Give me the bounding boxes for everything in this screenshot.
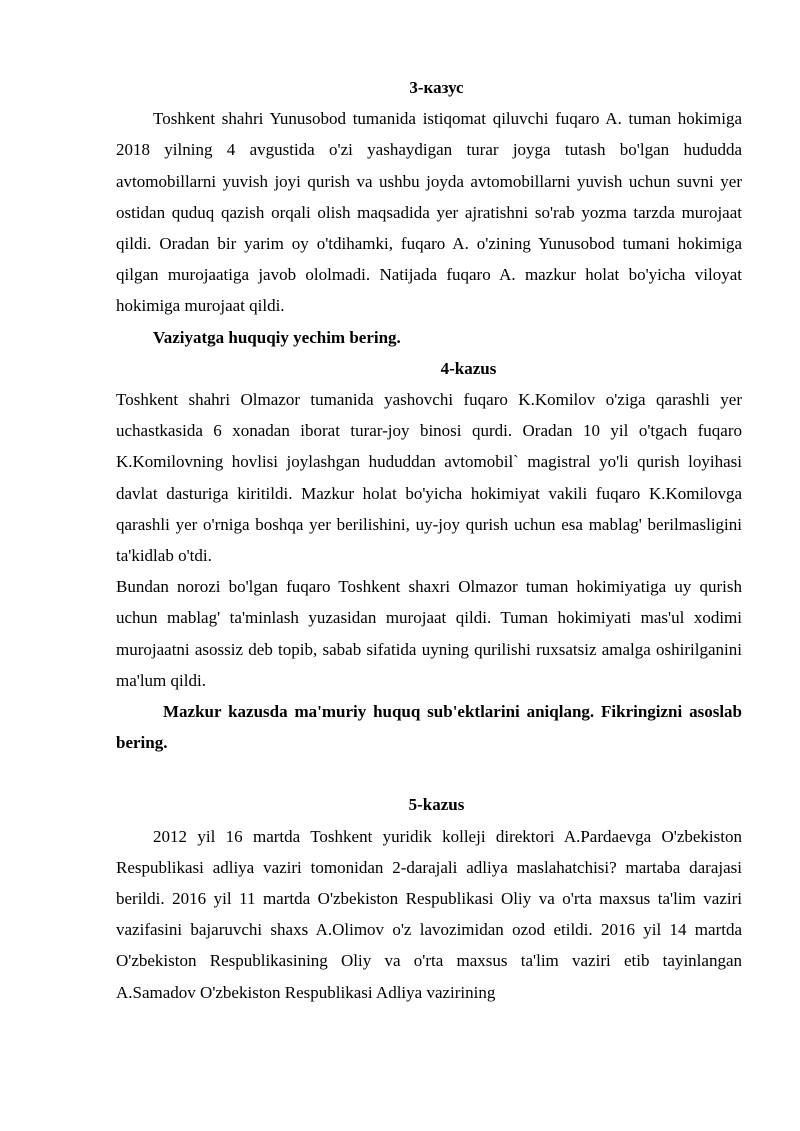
document-page (116, 72, 742, 1008)
case-4-body-1: Toshkent shahri Olmazor tumanida yashovchi fuqaro K.Komilov o'ziga qarashli yer uchastkasida 6 xonadan iborat turar-joy binosi qurdi. Oradan 10 yil o'tgach fuqaro K.Komilovning hovlisi joylashgan hududdan avtomobil` magistral yo'li qurish loyihasi davlat dasturiga kiritildi. Mazkur holat bo'yicha hokimiyat vakili fuqaro K.Komilovga qarashli yer o'rniga boshqa yer berilishini, uy-joy qurish uchun esa mablag' berilmasligini ta'kidlab o'tdi. (116, 390, 742, 566)
case-3-task: Vaziyatga huquqiy yechim bering. (153, 327, 401, 347)
case-5-title: 5-kazus (408, 795, 465, 815)
case-4-body-2: Bundan norozi bo'lgan fuqaro Toshkent shaxri Olmazor tuman hokimiyatiga uy qurish uchun mablag' ta'minlash yuzasidan murojaat qildi. Tuman hokimiyati mas'ul xodimi murojaatni asossiz deb topib, sabab sifatida uyning qurilishi ruxsatsiz amalga oshirilganini ma'lum qildi. (116, 577, 742, 690)
case-5-body: 2012 yil 16 martda Toshkent yuridik kolleji direktori A.Pardaevga O'zbekiston Respublikasi adliya vaziri tomonidan 2-darajali adliya maslahatchisi? martaba darajasi berildi. 2016 yil 11 martda O'zbekiston Respublikasi Oliy va o'rta maxsus ta'lim vaziri vazifasini bajaruvchi shaxs A.Olimov o'z lavozimidan ozod etildi. 2016 yil 14 martda O'zbekiston Respublikasining Oliy va o'rta maxsus ta'lim vaziri etib tayinlangan A.Samadov O'zbekiston Respublikasi Adliya vazirining (116, 826, 742, 1002)
case-4-task: Mazkur kazusda ma'muriy huquq sub'ektlarini aniqlang. Fikringizni asoslab bering. (116, 702, 742, 753)
case-3-body: Toshkent shahri Yunusobod tumanida istiqomat qiluvchi fuqaro A. tuman hokimiga 2018 yilning 4 avgustida o'zi yashaydigan turar joyga tutash bo'lgan hududda avtomobillarni yuvish joyi qurish va ushbu joyda avtomobillarni yuvish uchun suvni yer ostidan quduq qazish orqali olish maqsadida yer ajratishni so'rab yozma tarzda murojaat qildi. Oradan bir yarim oy o'tdihamki, fuqaro A. o'zining Yunusobod tumani hokimiga qilgan murojaatiga javob ololmadi. Natijada fuqaro A. mazkur holat bo'yicha viloyat hokimiga murojaat qildi. (116, 109, 742, 316)
case-3-title: 3-казус (409, 78, 464, 97)
spacer (116, 758, 742, 789)
case-4-title: 4-kazus (440, 358, 497, 378)
